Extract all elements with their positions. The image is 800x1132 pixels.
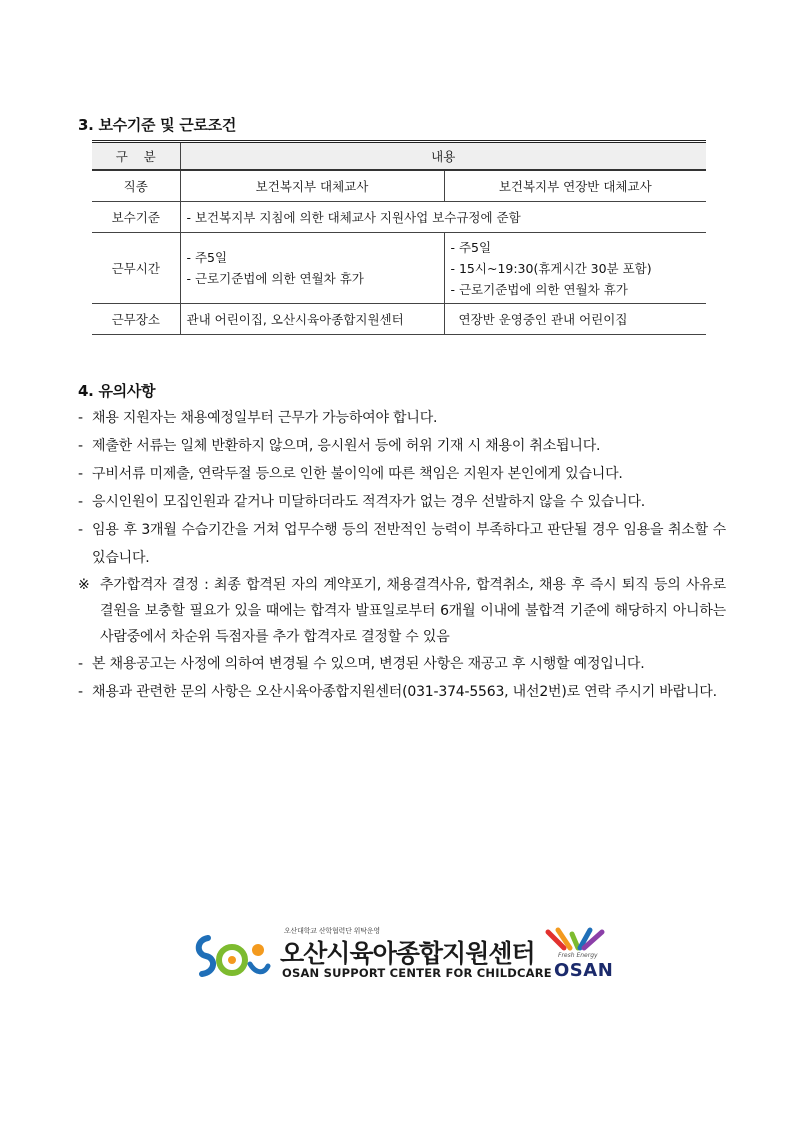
note-bullet: - [78,438,83,454]
osan-slogan: Fresh Energy [558,952,598,959]
table-row [92,170,706,202]
note-bullet: - [78,494,83,510]
logo-title: 오산시육아종합지원센터 [280,939,535,968]
job-substitute-teacher: 보건복지부 대체교사 [180,170,444,202]
row-label-job: 직종 [92,170,180,202]
list-item [78,404,726,432]
table-row [92,233,706,304]
notes-list [78,404,726,706]
note-bullet: - [78,410,83,426]
note-text: 구비서류 미제출, 연락두절 등으로 인한 불이익에 따른 책임은 지원자 본인에게 있습니다. [92,466,623,482]
note-text: 응시인원이 모집인원과 같거나 미달하더라도 적격자가 없는 경우 선발하지 않을 수 있습니다. [92,494,646,510]
logo-caption: 오산대학교 산학협력단 위탁운영 [284,927,380,935]
note-bullet: ※ [78,577,90,593]
header-content: 내용 [180,142,706,171]
note-bullet: - [78,684,83,700]
place-extended: 연장반 운영중인 관내 어린이집 [444,304,706,335]
hours-b-line: - 주5일 [450,239,492,255]
list-item [78,460,726,488]
table-header-row [92,142,706,171]
note-text: 본 채용공고는 사정에 의하여 변경될 수 있으며, 변경된 사항은 재공고 후 시행할 예정입니다. [92,656,645,672]
list-item [78,488,726,516]
section4-title: 4. 유의사항 [78,382,156,400]
note-bullet: - [78,656,83,672]
swirl-logo-icon [192,930,272,982]
osan-wordmark: OSAN [554,960,614,981]
note-text: 추가합격자 결정 : 최종 합격된 자의 계약포기, 채용결격사유, 합격취소, 채용 후 즉시 퇴직 등의 사유로 결원을 보충할 필요가 있을 때에는 합격자 발표일로부터 6개월 이내에 불합격 기준에 해당하지 아니하는 사람중에서 차순위 득점자를 추가 합격자로 결정할 수 있음 [100,577,726,645]
table-row [92,304,706,335]
pay-standard: - 보건복지부 지침에 의한 대체교사 지원사업 보수규정에 준함 [180,202,706,233]
list-item [78,678,726,706]
center-logo [192,924,622,986]
hours-b-line: - 근로기준법에 의한 연월차 휴가 [450,281,628,297]
row-label-place: 근무장소 [92,304,180,335]
row-label-hours: 근무시간 [92,233,180,304]
note-text: 채용과 관련한 문의 사항은 오산시육아종합지원센터(031-374-5563, 내선2번)로 연락 주시기 바랍니다. [92,684,717,700]
note-text: 임용 후 3개월 수습기간을 거쳐 업무수행 등의 전반적인 능력이 부족하다고 판단될 경우 임용을 취소할 수 있습니다. [92,522,726,566]
place-substitute: 관내 어린이집, 오산시육아종합지원센터 [180,304,444,335]
hours-extended [444,233,706,304]
note-bullet: - [78,522,83,538]
list-item [78,516,726,572]
note-text: 제출한 서류는 일체 반환하지 않으며, 응시원서 등에 허위 기재 시 채용이 취소됩니다. [92,438,601,454]
job-extended-substitute-teacher: 보건복지부 연장반 대체교사 [444,170,706,202]
list-item [78,432,726,460]
table-row [92,202,706,233]
note-text: 채용 지원자는 채용예정일부터 근무가 가능하여야 합니다. [92,410,438,426]
header-category: 구 분 [92,142,180,171]
hours-a-line: - 근로기준법에 의한 연월차 휴가 [186,271,364,286]
note-bullet: - [78,466,83,482]
list-item [78,650,726,678]
row-label-pay: 보수기준 [92,202,180,233]
osan-city-logo [542,926,622,986]
logo-english: OSAN SUPPORT CENTER FOR CHILDCARE [282,966,552,980]
section3-title: 3. 보수기준 및 근로조건 [78,116,237,134]
working-conditions-table [92,140,706,335]
hours-b-line: - 15시~19:30(휴게시간 30분 포함) [450,260,652,276]
hours-substitute [180,233,444,304]
list-item [78,572,726,650]
hours-a-line: - 주5일 [186,250,228,265]
fresh-energy-icon [542,926,622,954]
